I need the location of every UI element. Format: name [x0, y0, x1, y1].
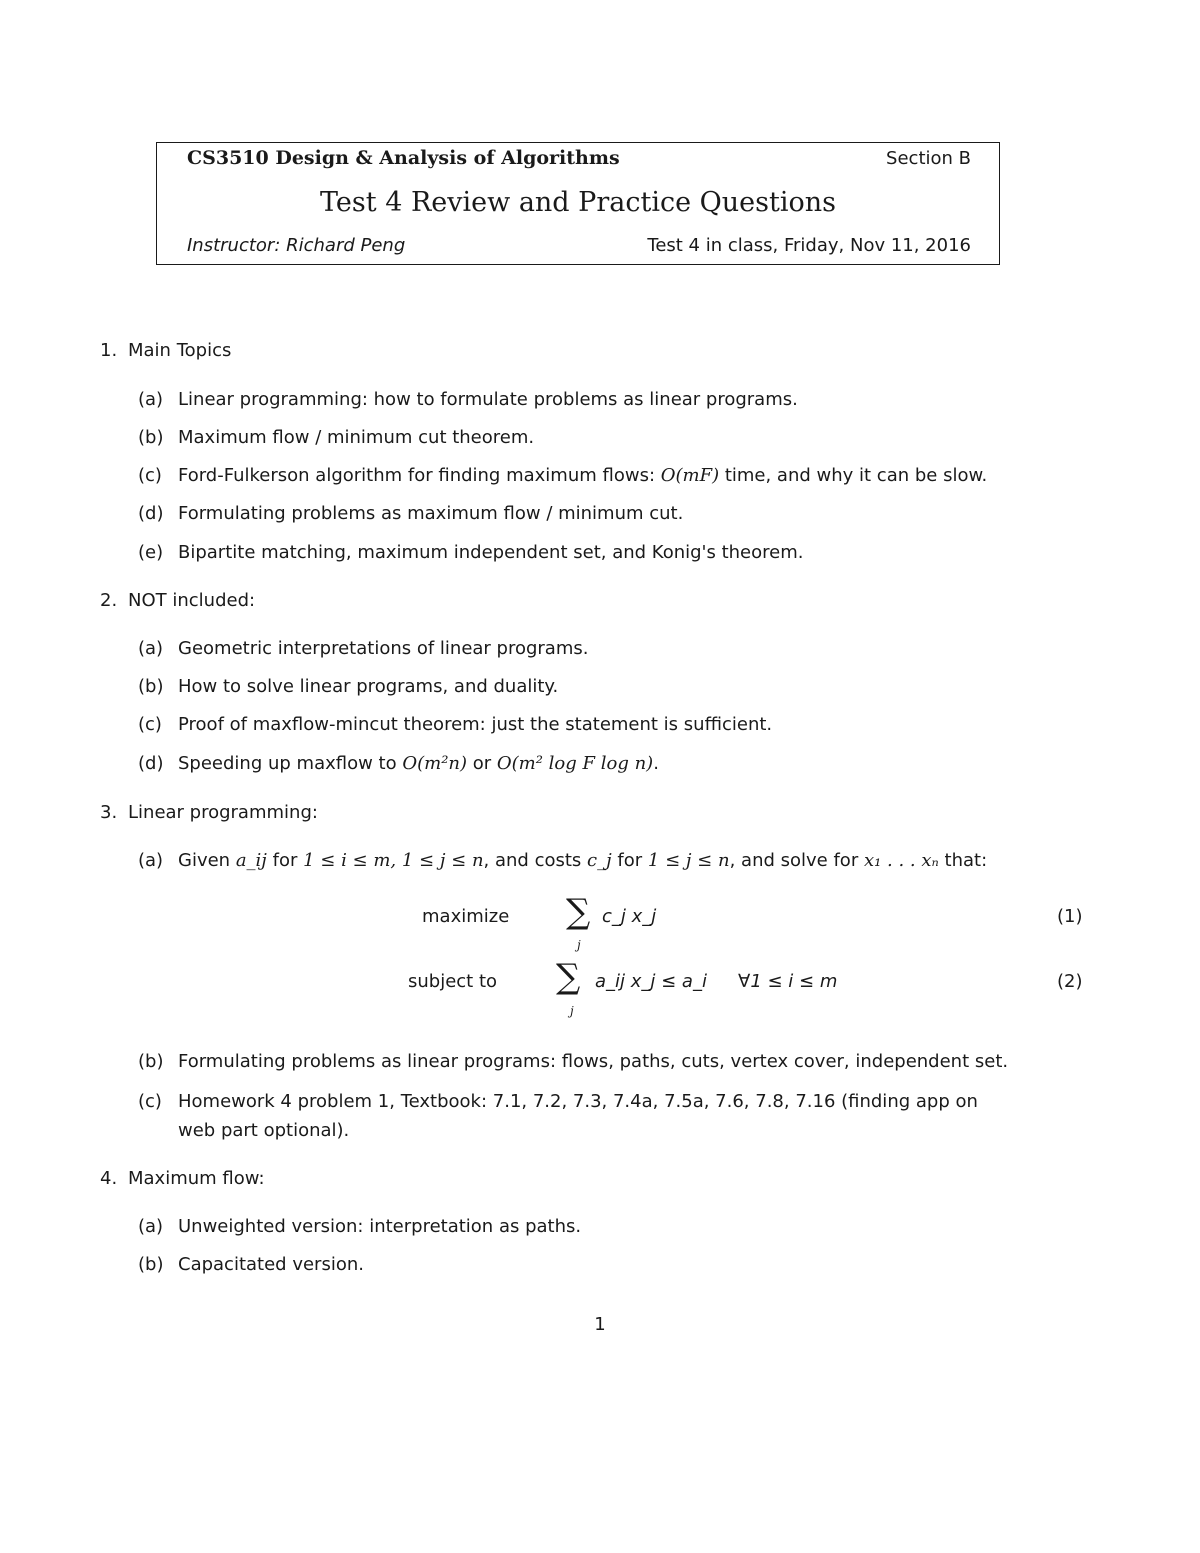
section-4-heading: 4. Maximum flow: [100, 1168, 265, 1189]
list-item: (a) Unweighted version: interpretation as paths. [138, 1216, 582, 1237]
course-title: CS3510 Design & Analysis of Algorithms [187, 147, 620, 169]
list-item-continuation: web part optional). [178, 1120, 350, 1141]
list-item: (b) How to solve linear programs, and duality. [138, 676, 559, 697]
header-top-row [187, 147, 971, 169]
section-1-heading: 1. Main Topics [100, 340, 232, 361]
list-item: (d) Speeding up maxflow to O(m²n) or O(m² log F log n). [138, 753, 659, 774]
list-item: (b) Maximum flow / minimum cut theorem. [138, 427, 535, 448]
list-item: (b) Formulating problems as linear programs: flows, paths, cuts, vertex cover, independent set. [138, 1051, 1009, 1072]
section-2-heading: 2. NOT included: [100, 590, 256, 611]
instructor: Instructor: Richard Peng [187, 235, 406, 256]
section-label: Section B [886, 148, 971, 169]
list-item: (d) Formulating problems as maximum flow / minimum cut. [138, 503, 684, 524]
list-item: (a) Geometric interpretations of linear programs. [138, 638, 589, 659]
test-info: Test 4 in class, Friday, Nov 11, 2016 [647, 235, 971, 256]
list-item: (e) Bipartite matching, maximum independent set, and Konig's theorem. [138, 542, 804, 563]
page-number: 1 [594, 1314, 606, 1335]
header-box [156, 142, 1000, 265]
list-item: (a) Given a_ij for 1 ≤ i ≤ m, 1 ≤ j ≤ n, and costs c_j for 1 ≤ j ≤ n, and solve for x₁ . . . xₙ that: [138, 850, 988, 871]
list-item: (c) Homework 4 problem 1, Textbook: 7.1, 7.2, 7.3, 7.4a, 7.5a, 7.6, 7.8, 7.16 (finding app on [138, 1091, 978, 1112]
page-title: Test 4 Review and Practice Questions [320, 187, 836, 218]
list-item: (c) Proof of maxflow-mincut theorem: just the statement is sufficient. [138, 714, 773, 735]
list-item: (a) Linear programming: how to formulate problems as linear programs. [138, 389, 798, 410]
list-item: (b) Capacitated version. [138, 1254, 364, 1275]
header-meta-row [187, 235, 971, 256]
list-item: (c) Ford-Fulkerson algorithm for finding maximum flows: O(mF) time, and why it can be slow. [138, 465, 988, 486]
section-3-heading: 3. Linear programming: [100, 802, 318, 823]
